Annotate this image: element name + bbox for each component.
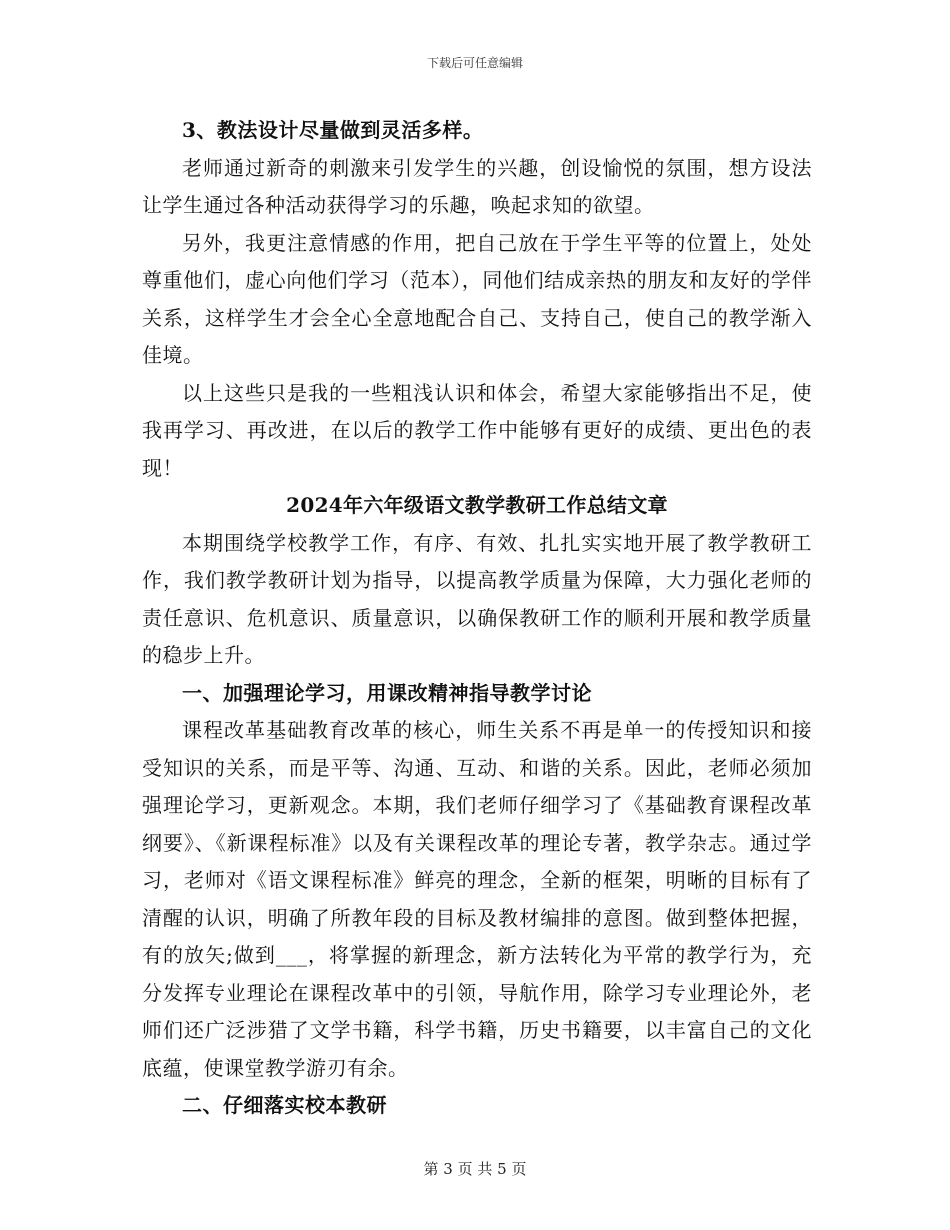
paragraph-theory: 课程改革基础教育改革的核心，师生关系不再是单一的传授知识和接受知识的关系，而是平等、沟通、互动、和谐的关系。因此，老师必须加强理论学习，更新观念。本期，我们老师仔细学习了《基础教育课程改革纲要》、《新课程标准》以及有关课程改革的理论专著，教学杂志。通过学习，老师对《语文课程标准》鲜亮的理念，全新的框架，明晰的目标有了清醒的认识，明确了所教年段的目标及教材编排的意图。做到整体把握，有的放矢;做到___，将掌握的新理念，新方法转化为平常的教学行为，充分发挥专业理论在课程改革中的引领，导航作用，除学习专业理论外，老师们还广泛涉猎了文学书籍，科学书籍，历史书籍要，以丰富自己的文化底蕴，使课堂教学游刃有余。 <box>142 718 812 1080</box>
article-title: 2024年六年级语文教学教研工作总结文章 <box>286 493 668 517</box>
page-number: 第 3 页 共 5 页 <box>423 1160 527 1178</box>
paragraph-conclusion: 以上这些只是我的一些粗浅认识和体会，希望大家能够指出不足，使我再学习、再改进，在以后的教学工作中能够有更好的成绩、更出色的表现！ <box>142 380 812 480</box>
section-heading-1: 一、加强理论学习，用课改精神指导教学讨论 <box>182 680 592 705</box>
document-body <box>142 112 812 1125</box>
paragraph-intro: 本期围绕学校教学工作，有序、有效、扎扎实实地开展了教学教研工作，我们教学教研计划为指导，以提高教学质量为保障，大力强化老师的责任意识、危机意识、质量意识，以确保教研工作的顺利开展和教学质量的稳步上升。 <box>142 530 812 667</box>
section-heading-2: 二、仔细落实校本教研 <box>182 1093 387 1117</box>
paragraph-interest: 老师通过新奇的刺激来引发学生的兴趣，创设愉悦的氛围，想方设法让学生通过各种活动获得学习的乐趣，唤起求知的欲望。 <box>142 155 812 217</box>
page-header-note: 下载后可任意编辑 <box>426 56 523 70</box>
section-heading-3: 3、教法设计尽量做到灵活多样。 <box>182 118 484 142</box>
paragraph-emotion: 另外，我更注意情感的作用，把自己放在于学生平等的位置上，处处尊重他们，虚心向他们学习（范本），同他们结成亲热的朋友和友好的学伴关系，这样学生才会全心全意地配合自己、支持自己，使自己的教学渐入佳境。 <box>142 230 812 367</box>
